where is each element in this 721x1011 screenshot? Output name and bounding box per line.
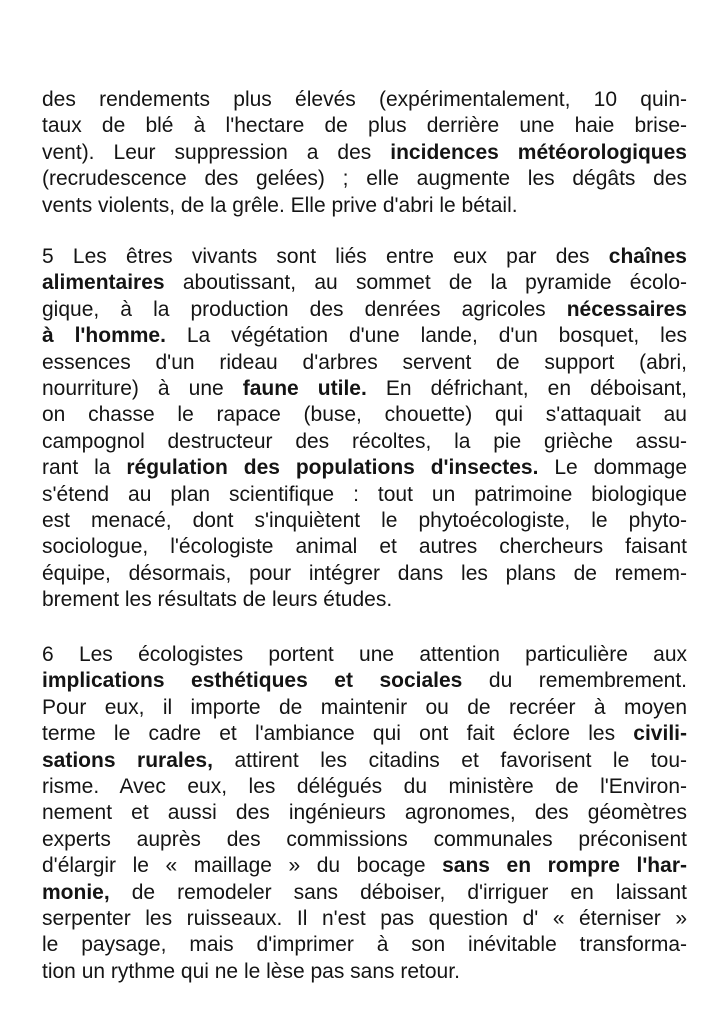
bold-term: nécessaires — [566, 297, 687, 321]
text-run: sociologue, l'écologiste animal et autres chercheurs faisant — [42, 535, 687, 559]
text-run: (recrudescence des gelées) ; elle augmente les dégâts des — [42, 167, 687, 191]
text-run: vent). Leur suppression a des — [42, 140, 391, 164]
bold-term: civili- — [633, 722, 687, 746]
bold-term: régulation des populations d'insectes. — [126, 456, 539, 480]
text-run: Le dommage — [538, 456, 688, 480]
text-run: du remembrement. — [462, 669, 687, 693]
text-run: aboutissant, au sommet de la pyramide écolo- — [164, 271, 687, 295]
text-line — [42, 957, 687, 987]
bold-term: implications esthétiques et sociales — [42, 669, 463, 693]
bold-term: chaînes — [608, 245, 687, 268]
bold-term: sations rurales, — [42, 748, 213, 772]
text-run: équipe, désormais, pour intégrer dans les plans de remem- — [42, 561, 687, 585]
text-run: gique, à la production des denrées agricoles — [42, 297, 567, 321]
text-run: s'étend au plan scientifique : tout un patrimoine biologique — [42, 482, 687, 506]
text-run: essences d'un rideau d'arbres servent de support (abri, — [42, 350, 687, 374]
text-run: 5 Les êtres vivants sont liés entre eux par des — [42, 245, 609, 268]
text-run: terme le cadre et l'ambiance qui ont fait éclore les — [42, 722, 634, 746]
text-run: experts auprès des commissions communales préconisent — [42, 827, 687, 851]
bold-term: sans en rompre l'har- — [442, 854, 687, 878]
text-run: attirent les citadins et favorisent le tou- — [212, 748, 687, 772]
text-run: on chasse le rapace (buse, chouette) qui s'attaquait au — [42, 403, 687, 427]
text-run: nourriture) à une — [42, 377, 243, 400]
text-line — [42, 585, 687, 615]
text-run: La végétation d'une lande, d'un bosquet, les — [165, 324, 687, 348]
bold-term: à l'homme. — [42, 324, 166, 348]
text-run: 6 Les écologistes portent une attention particulière aux — [42, 643, 687, 666]
text-run: de remodeler sans déboiser, d'irriguer en laissant — [109, 880, 687, 904]
text-line — [42, 191, 687, 221]
text-run: le paysage, mais d'imprimer à son inévitable transforma- — [42, 933, 687, 957]
text-run: campognol destructeur des récoltes, la pie grièche assu- — [42, 429, 687, 453]
text-run: risme. Avec eux, les délégués du ministère de l'Environ- — [42, 775, 687, 798]
bold-term: monie, — [42, 880, 110, 904]
bold-term: incidences météorologiques — [390, 140, 687, 164]
text-run: En défrichant, en déboisant, — [366, 377, 687, 400]
text-run: vents violents, de la grêle. Elle prive d'abri le bétail. — [42, 193, 518, 217]
bold-term: faune utile. — [242, 377, 367, 400]
text-run: des rendements plus élevés (expérimentalement, 10 quin- — [42, 88, 687, 111]
text-run: Pour eux, il importe de maintenir ou de recréer à moyen — [42, 695, 687, 719]
text-run: est menacé, dont s'inquiètent le phytoécologiste, le phyto- — [42, 509, 687, 532]
text-run: tion un rythme qui ne le lèse pas sans retour. — [42, 959, 460, 983]
text-run: nement et aussi des ingénieurs agronomes, des géomètres — [42, 801, 687, 825]
text-run: rant la — [42, 456, 127, 480]
text-run: brement les résultats de leurs études. — [42, 588, 393, 612]
text-run: d'élargir le « maillage » du bocage — [42, 854, 443, 878]
text-run: serpenter les ruisseaux. Il n'est pas question d' « éterniser » — [42, 907, 687, 930]
bold-term: alimentaires — [42, 271, 165, 295]
text-run: taux de blé à l'hectare de plus derrière une haie brise- — [42, 114, 687, 138]
